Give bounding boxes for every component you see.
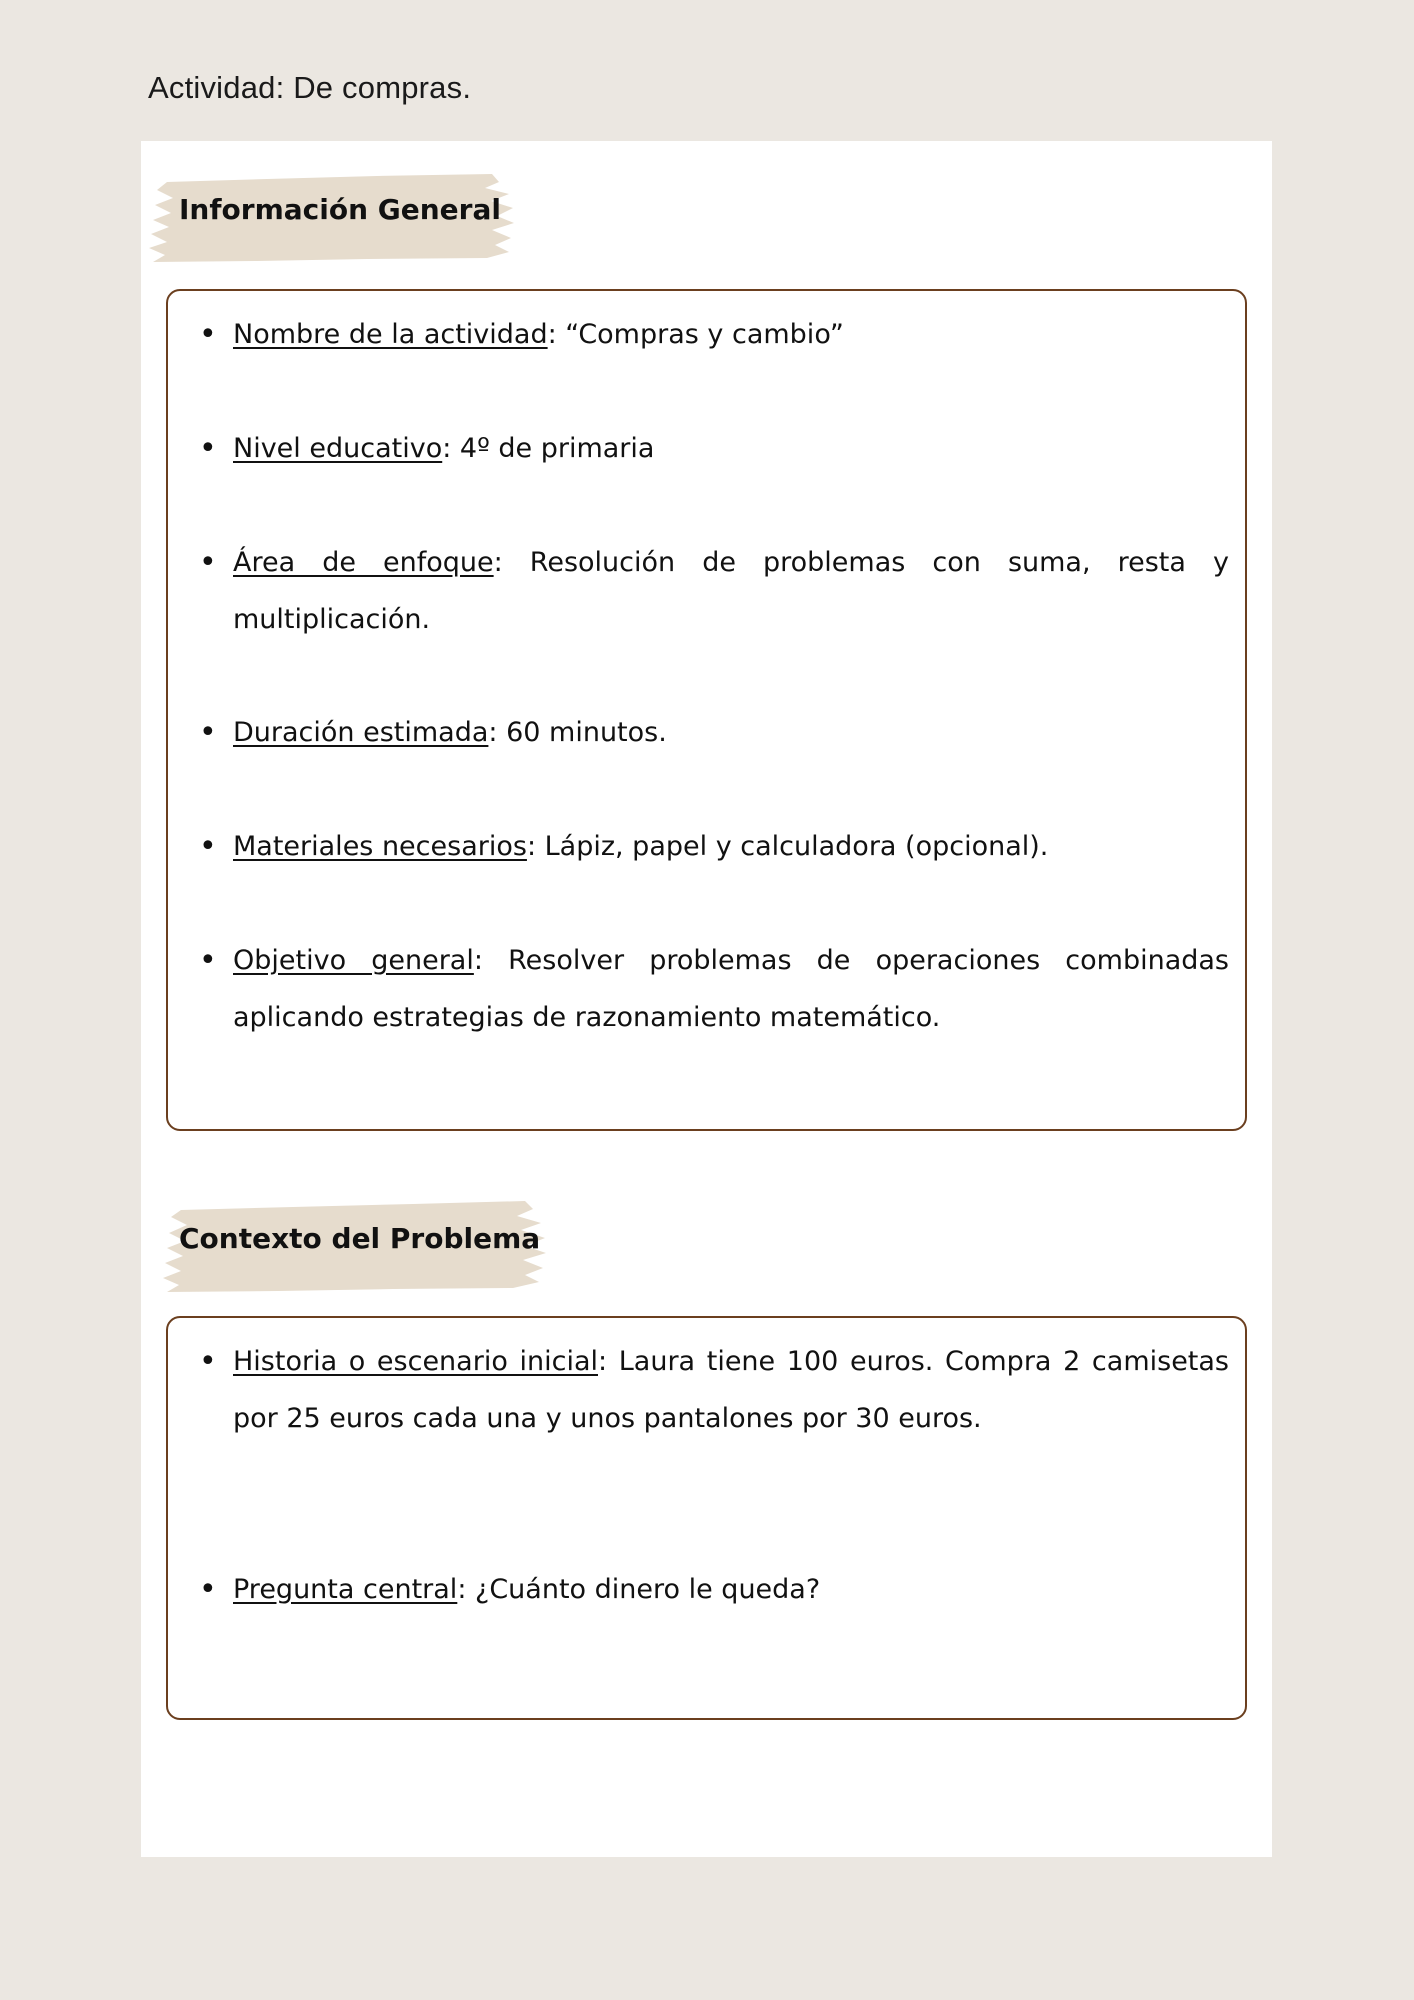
context-heading: Contexto del Problema bbox=[179, 1222, 541, 1255]
worksheet-page bbox=[141, 141, 1272, 1857]
item-value: : 4º de primaria bbox=[442, 433, 655, 464]
bullet-icon: • bbox=[199, 317, 217, 352]
bullet-icon: • bbox=[199, 1572, 217, 1607]
list-item bbox=[199, 534, 1229, 648]
item-value: : “Compras y cambio” bbox=[547, 319, 844, 350]
bullet-icon: • bbox=[199, 943, 217, 978]
general-heading-highlight bbox=[147, 170, 517, 266]
list-item bbox=[199, 306, 1229, 363]
item-label: Nivel educativo bbox=[233, 433, 443, 464]
item-value: : 60 minutos. bbox=[488, 717, 667, 748]
general-info-panel bbox=[166, 289, 1247, 1131]
context-heading-highlight bbox=[163, 1198, 549, 1296]
item-label: Materiales necesarios bbox=[233, 831, 527, 862]
item-label: Historia o escenario inicial bbox=[233, 1346, 598, 1377]
item-label: Pregunta central bbox=[233, 1574, 458, 1605]
context-panel bbox=[166, 1316, 1247, 1720]
list-item bbox=[199, 1561, 1229, 1618]
general-heading: Información General bbox=[179, 193, 501, 226]
bullet-icon: • bbox=[199, 715, 217, 750]
bullet-icon: • bbox=[199, 1344, 217, 1379]
item-label: Nombre de la actividad bbox=[233, 319, 548, 350]
list-item bbox=[199, 1333, 1229, 1447]
list-item bbox=[199, 704, 1229, 761]
item-value: : Lápiz, papel y calculadora (opcional). bbox=[526, 831, 1049, 862]
item-label: Objetivo general bbox=[233, 945, 474, 976]
list-item bbox=[199, 932, 1229, 1046]
item-value: : Laura tiene 100 euros. Compra 2 camisetas por 25 euros cada una y unos pantalones por 30 euros. bbox=[233, 1346, 1229, 1434]
bullet-icon: • bbox=[199, 431, 217, 466]
item-value: : Resolución de problemas con suma, resta y multiplicación. bbox=[233, 547, 1229, 635]
document-title: Actividad: De compras. bbox=[148, 70, 472, 105]
list-item bbox=[199, 420, 1229, 477]
item-value: : Resolver problemas de operaciones combinadas aplicando estrategias de razonamiento matemático. bbox=[233, 945, 1229, 1033]
bullet-icon: • bbox=[199, 545, 217, 580]
list-item bbox=[199, 818, 1229, 875]
item-label: Duración estimada bbox=[233, 717, 489, 748]
item-label: Área de enfoque bbox=[233, 547, 494, 578]
bullet-icon: • bbox=[199, 829, 217, 864]
item-value: : ¿Cuánto dinero le queda? bbox=[457, 1574, 821, 1605]
